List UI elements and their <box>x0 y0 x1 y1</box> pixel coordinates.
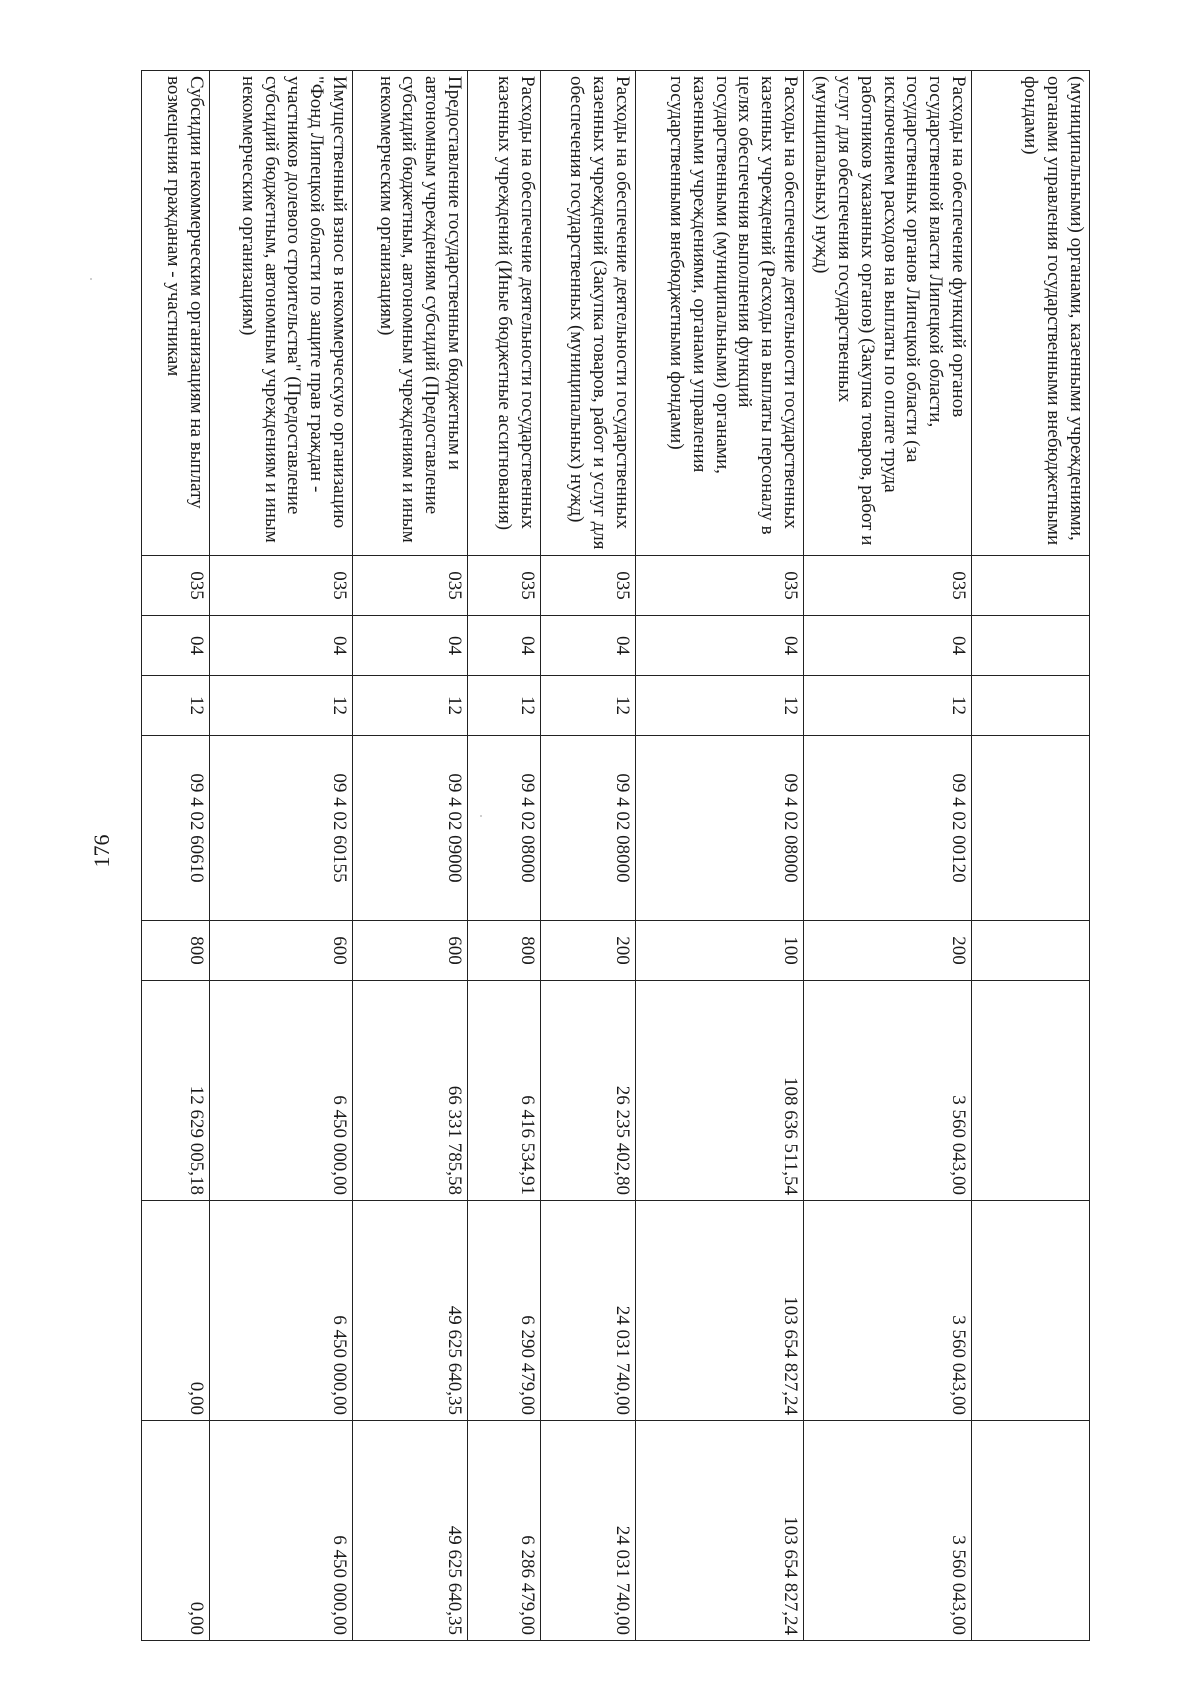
expense-type-code: 200 <box>541 921 636 981</box>
admin-code: 035 <box>541 556 636 616</box>
amount-year-2: 3 560 043,00 <box>804 1201 972 1421</box>
expense-type-code: 200 <box>804 921 972 981</box>
amount-year-3: 3 560 043,00 <box>804 1421 972 1641</box>
section-code: 04 <box>541 616 636 676</box>
target-article-code: 09 4 02 60610 <box>142 736 210 921</box>
admin-code: 035 <box>142 556 210 616</box>
amount-year-3: 6 450 000,00 <box>210 1421 353 1641</box>
section-code <box>972 616 1090 676</box>
admin-code: 035 <box>353 556 468 616</box>
amount-year-1: 6 416 534,91 <box>468 981 541 1201</box>
expense-type-code: 800 <box>468 921 541 981</box>
subsection-code: 12 <box>804 676 972 736</box>
expense-type-code: 600 <box>353 921 468 981</box>
row-name: Расходы на обеспечение деятельности государственных казенных учреждений (Закупка товаров, работ и услуг для обеспечения государственных (муниципальных) нужд) <box>541 71 636 556</box>
amount-year-3: 49 625 640,35 <box>353 1421 468 1641</box>
subsection-code: 12 <box>541 676 636 736</box>
amount-year-1: 6 450 000,00 <box>210 981 353 1201</box>
amount-year-3: 103 654 827,24 <box>636 1421 804 1641</box>
subsection-code: 12 <box>142 676 210 736</box>
table-row <box>468 71 541 1641</box>
table-row <box>210 71 353 1641</box>
subsection-code <box>972 676 1090 736</box>
scan-speck <box>90 278 92 280</box>
amount-year-1: 12 629 005,18 <box>142 981 210 1201</box>
amount-year-1: 108 636 511,54 <box>636 981 804 1201</box>
page-number: 176 <box>89 834 114 868</box>
amount-year-1: 66 331 785,58 <box>353 981 468 1201</box>
row-name: Расходы на обеспечение деятельности государственных казенных учреждений (Расходы на выплаты персоналу в целях обеспечения выполнения функций государственными (муниципальными) органами, казенными учреждениями, органами управления государственными внебюджетными фондами) <box>636 71 804 556</box>
section-code: 04 <box>353 616 468 676</box>
row-name: Субсидии некоммерческим организациям на выплату возмещения гражданам - участникам <box>142 71 210 556</box>
admin-code: 035 <box>804 556 972 616</box>
expense-type-code: 600 <box>210 921 353 981</box>
amount-year-3: 0,00 <box>142 1421 210 1641</box>
amount-year-2: 103 654 827,24 <box>636 1201 804 1421</box>
amount-year-2: 49 625 640,35 <box>353 1201 468 1421</box>
section-code: 04 <box>636 616 804 676</box>
admin-code: 035 <box>468 556 541 616</box>
amount-year-2: 0,00 <box>142 1201 210 1421</box>
target-article-code: 09 4 02 08000 <box>636 736 804 921</box>
row-name: Имущественный взнос в некоммерческую организацию "Фонд Липецкой области по защите прав граждан - участников долевого строительства" (Предоставление субсидий бюджетным, автономным учреждениям и иным некоммерческим организациям) <box>210 71 353 556</box>
table-row <box>972 71 1090 1641</box>
target-article-code: 09 4 02 08000 <box>541 736 636 921</box>
amount-year-2: 6 290 479,00 <box>468 1201 541 1421</box>
amount-year-3 <box>972 1421 1090 1641</box>
expense-type-code: 100 <box>636 921 804 981</box>
amount-year-2: 24 031 740,00 <box>541 1201 636 1421</box>
expense-type-code <box>972 921 1090 981</box>
row-name: Расходы на обеспечение деятельности государственных казенных учреждений (Иные бюджетные ассигнования) <box>468 71 541 556</box>
admin-code <box>972 556 1090 616</box>
subsection-code: 12 <box>636 676 804 736</box>
table-row <box>636 71 804 1641</box>
admin-code: 035 <box>636 556 804 616</box>
target-article-code <box>972 736 1090 921</box>
section-code: 04 <box>142 616 210 676</box>
rotated-table-wrapper <box>130 70 1090 1640</box>
target-article-code: 09 4 02 60155 <box>210 736 353 921</box>
subsection-code: 12 <box>353 676 468 736</box>
amount-year-2: 6 450 000,00 <box>210 1201 353 1421</box>
target-article-code: 09 4 02 09000 <box>353 736 468 921</box>
section-code: 04 <box>804 616 972 676</box>
budget-table <box>141 70 1090 1641</box>
table-row <box>541 71 636 1641</box>
target-article-code: 09 4 02 08000 <box>468 736 541 921</box>
row-name: (муниципальными) органами, казенными учреждениями, органами управления государственными внебюджетными фондами) <box>972 71 1090 556</box>
admin-code: 035 <box>210 556 353 616</box>
amount-year-1 <box>972 981 1090 1201</box>
target-article-code: 09 4 02 00120 <box>804 736 972 921</box>
row-name: Расходы на обеспечение функций органов государственной власти Липецкой области, государственных органов Липецкой области (за исключением расходов на выплаты по оплате труда работников указанных органов) (Закупка товаров, работ и услуг для обеспечения государственных (муниципальных) нужд) <box>804 71 972 556</box>
amount-year-1: 26 235 402,80 <box>541 981 636 1201</box>
table-row <box>353 71 468 1641</box>
section-code: 04 <box>210 616 353 676</box>
table-row <box>804 71 972 1641</box>
table-row <box>142 71 210 1641</box>
amount-year-3: 24 031 740,00 <box>541 1421 636 1641</box>
amount-year-3: 6 286 479,00 <box>468 1421 541 1641</box>
subsection-code: 12 <box>210 676 353 736</box>
section-code: 04 <box>468 616 541 676</box>
row-name: Предоставление государственным бюджетным и автономным учреждениям субсидий (Предоставление субсидий бюджетным, автономным учреждениям и иным некоммерческим организациям) <box>353 71 468 556</box>
expense-type-code: 800 <box>142 921 210 981</box>
amount-year-2 <box>972 1201 1090 1421</box>
subsection-code: 12 <box>468 676 541 736</box>
amount-year-1: 3 560 043,00 <box>804 981 972 1201</box>
